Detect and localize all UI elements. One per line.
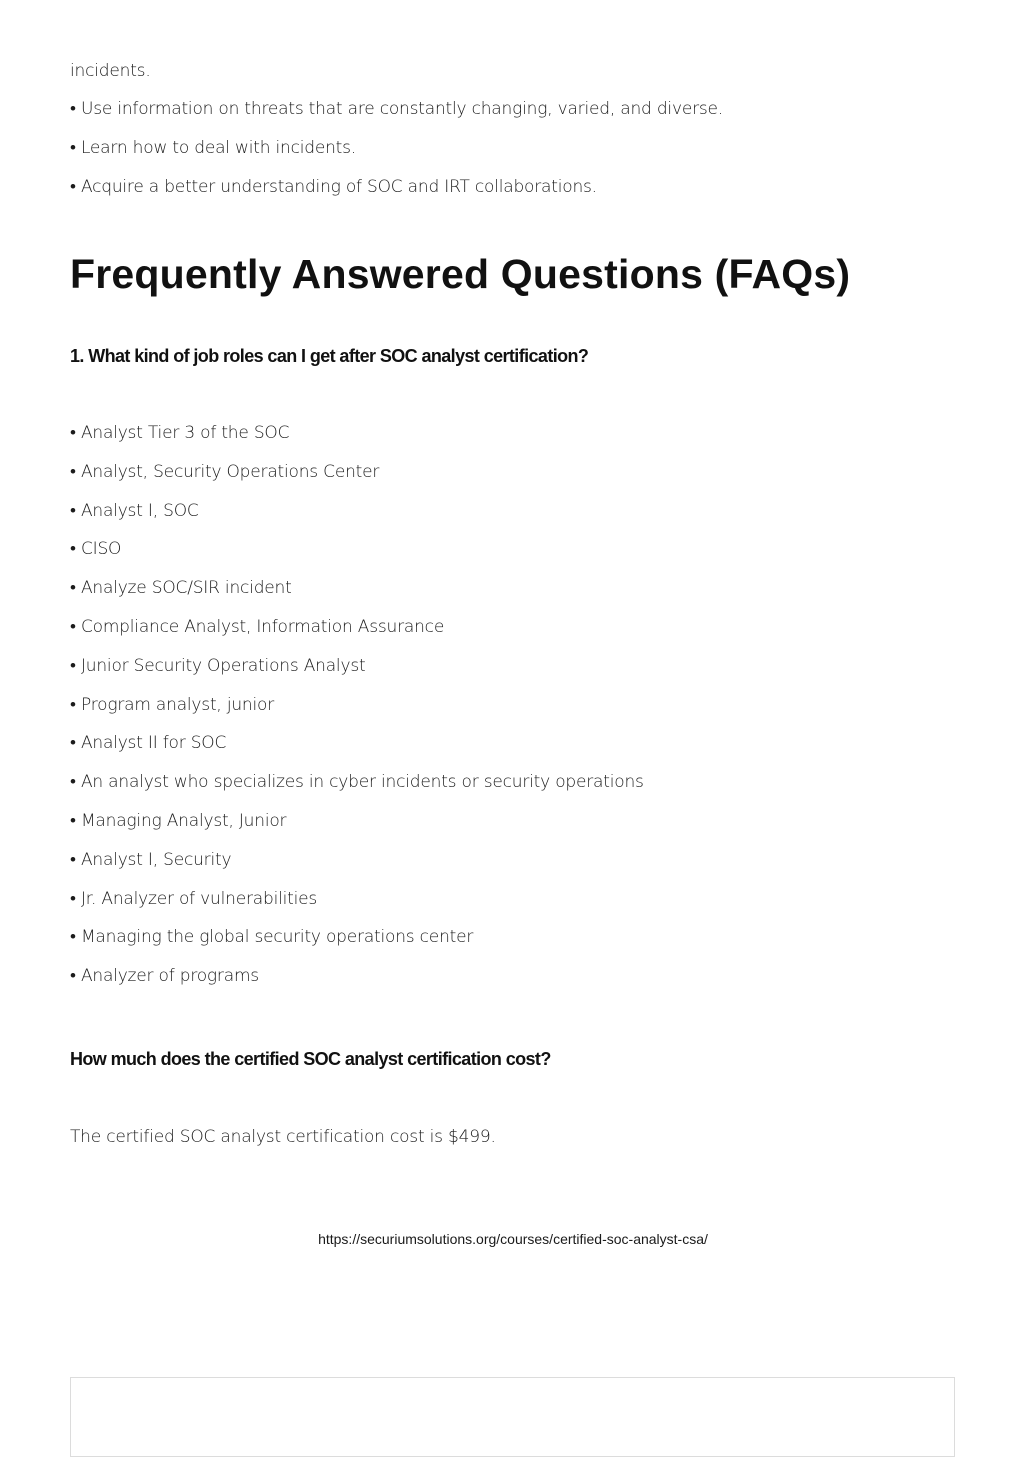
intro-line: incidents. <box>70 61 151 81</box>
list-item: • Analyzer of programs <box>70 966 259 987</box>
faq-question-1: 1. What kind of job roles can I get after SOC analyst certification? <box>70 346 589 366</box>
list-item: • CISO <box>70 539 122 560</box>
list-item: • Analyst I, Security <box>70 849 232 870</box>
list-item: • Managing the global security operations center <box>70 927 474 948</box>
list-item: • Analyst, Security Operations Center <box>70 461 380 482</box>
list-item: • Compliance Analyst, Information Assurance <box>70 616 445 637</box>
faq-question-2: How much does the certified SOC analyst certification cost? <box>70 1049 551 1069</box>
intro-bullet: • Learn how to deal with incidents. <box>70 138 357 158</box>
list-item: • Analyst I, SOC <box>70 500 199 521</box>
list-item: • Program analyst, junior <box>70 694 275 715</box>
job-roles-list <box>70 422 644 1004</box>
faq-heading: Frequently Answered Questions (FAQs) <box>70 251 851 297</box>
faq-answer-2: The certified SOC analyst certification cost is $499. <box>70 1127 496 1147</box>
list-item: • Analyst II for SOC <box>70 733 227 754</box>
list-item: • An analyst who specializes in cyber incidents or security operations <box>70 772 644 793</box>
list-item: • Junior Security Operations Analyst <box>70 655 366 676</box>
footer-frame <box>70 1377 955 1457</box>
intro-bullet: • Use information on threats that are constantly changing, varied, and diverse. <box>70 99 723 119</box>
list-item: • Jr. Analyzer of vulnerabilities <box>70 888 318 909</box>
source-url[interactable]: https://securiumsolutions.org/courses/certified-soc-analyst-csa/ <box>318 1231 708 1247</box>
list-item: • Managing Analyst, Junior <box>70 810 287 831</box>
list-item: • Analyze SOC/SIR incident <box>70 578 292 599</box>
list-item: • Analyst Tier 3 of the SOC <box>70 423 290 443</box>
intro-bullet: • Acquire a better understanding of SOC and IRT collaborations. <box>70 177 597 197</box>
